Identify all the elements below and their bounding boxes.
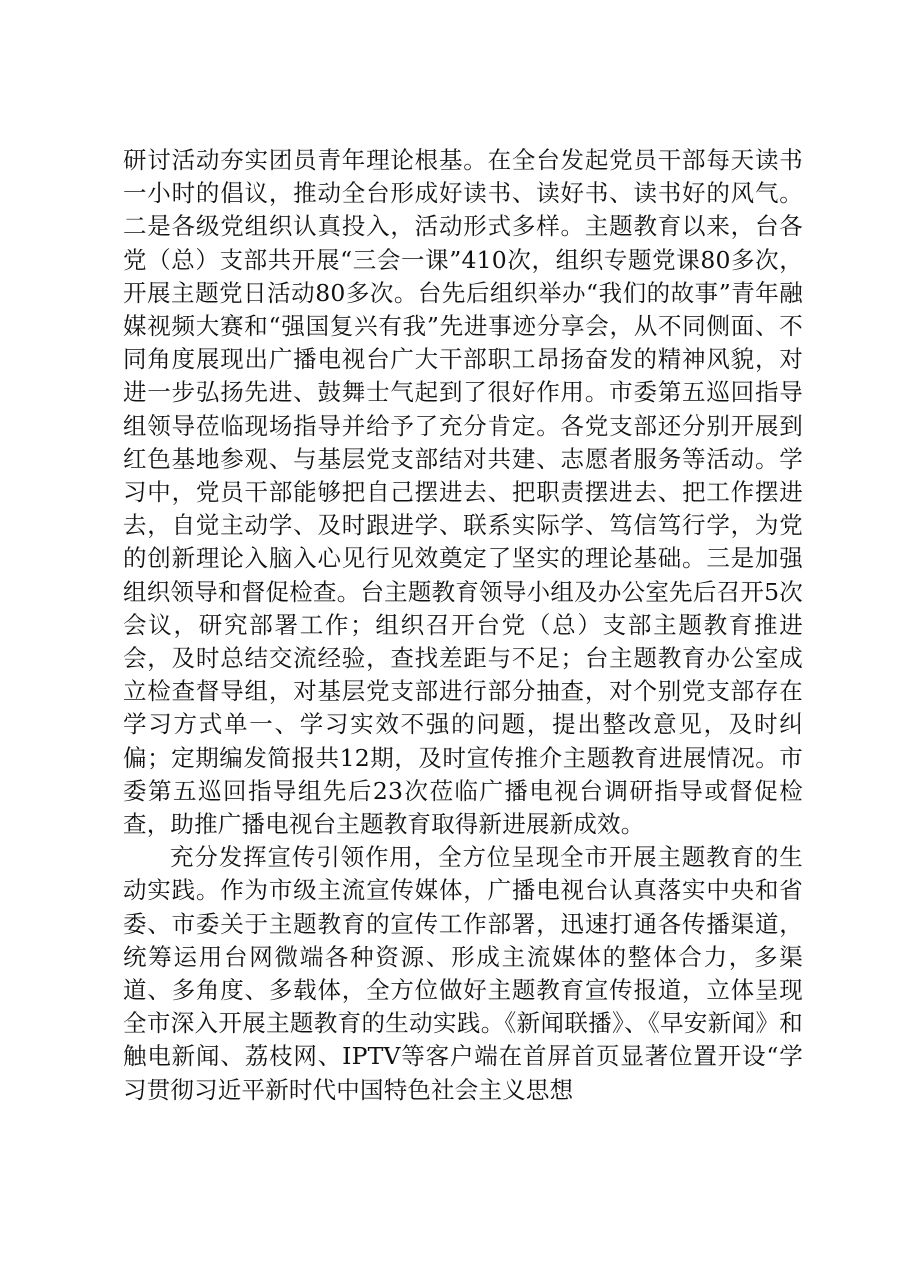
- paragraph-continuation: 研讨活动夯实团员青年理论根基。在全台发起党员干部每天读书一小时的倡议，推动全台形成好读书、读好书、读书好的风气。二是各级党组织认真投入，活动形式多样。主题教育以来，台各党（总）支部共开展“三会一课”410次，组织专题党课80多次，开展主题党日活动80多次。台先后组织举办“我们的故事”青年融媒视频大赛和“强国复兴有我”先进事迹分享会，从不同侧面、不同角度展现出广播电视台广大干部职工昂扬奋发的精神风貌，对进一步弘扬先进、鼓舞士气起到了很好作用。市委第五巡回指导组领导莅临现场指导并给予了充分肯定。各党支部还分别开展到红色基地参观、与基层党支部结对共建、志愿者服务等活动。学习中，党员干部能够把自己摆进去、把职责摆进去、把工作摆进去，自觉主动学、及时跟进学、联系实际学、笃信笃行学，为党的创新理论入脑入心见行见效奠定了坚实的理论基础。三是加强组织领导和督促检查。台主题教育领导小组及办公室先后召开5次会议，研究部署工作；组织召开台党（总）支部主题教育推进会，及时总结交流经验，查找差距与不足；台主题教育办公室成立检查督导组，对基层党支部进行部分抽查，对个别党支部存在学习方式单一、学习实效不强的问题，提出整改意见，及时纠偏；定期编发简报共12期，及时宣传推介主题教育进展情况。市委第五巡回指导组先后23次莅临广播电视台调研指导或督促检查，助推广播电视台主题教育取得新进展新成效。: [123, 146, 803, 839]
- paragraph-publicity: 充分发挥宣传引领作用，全方位呈现全市开展主题教育的生动实践。作为市级主流宣传媒体，广播电视台认真落实中央和省委、市委关于主题教育的宣传工作部署，迅速打通各传播渠道，统筹运用台网微端各种资源、形成主流媒体的整体合力，多渠道、多角度、多载体，全方位做好主题教育宣传报道，立体呈现全市深入开展主题教育的生动实践。《新闻联播》、《早安新闻》和触电新闻、荔枝网、IPTV等客户端在首屏首页显著位置开设“学习贯彻习近平新时代中国特色社会主义思想: [123, 843, 803, 1104]
- document-body: [123, 144, 803, 1107]
